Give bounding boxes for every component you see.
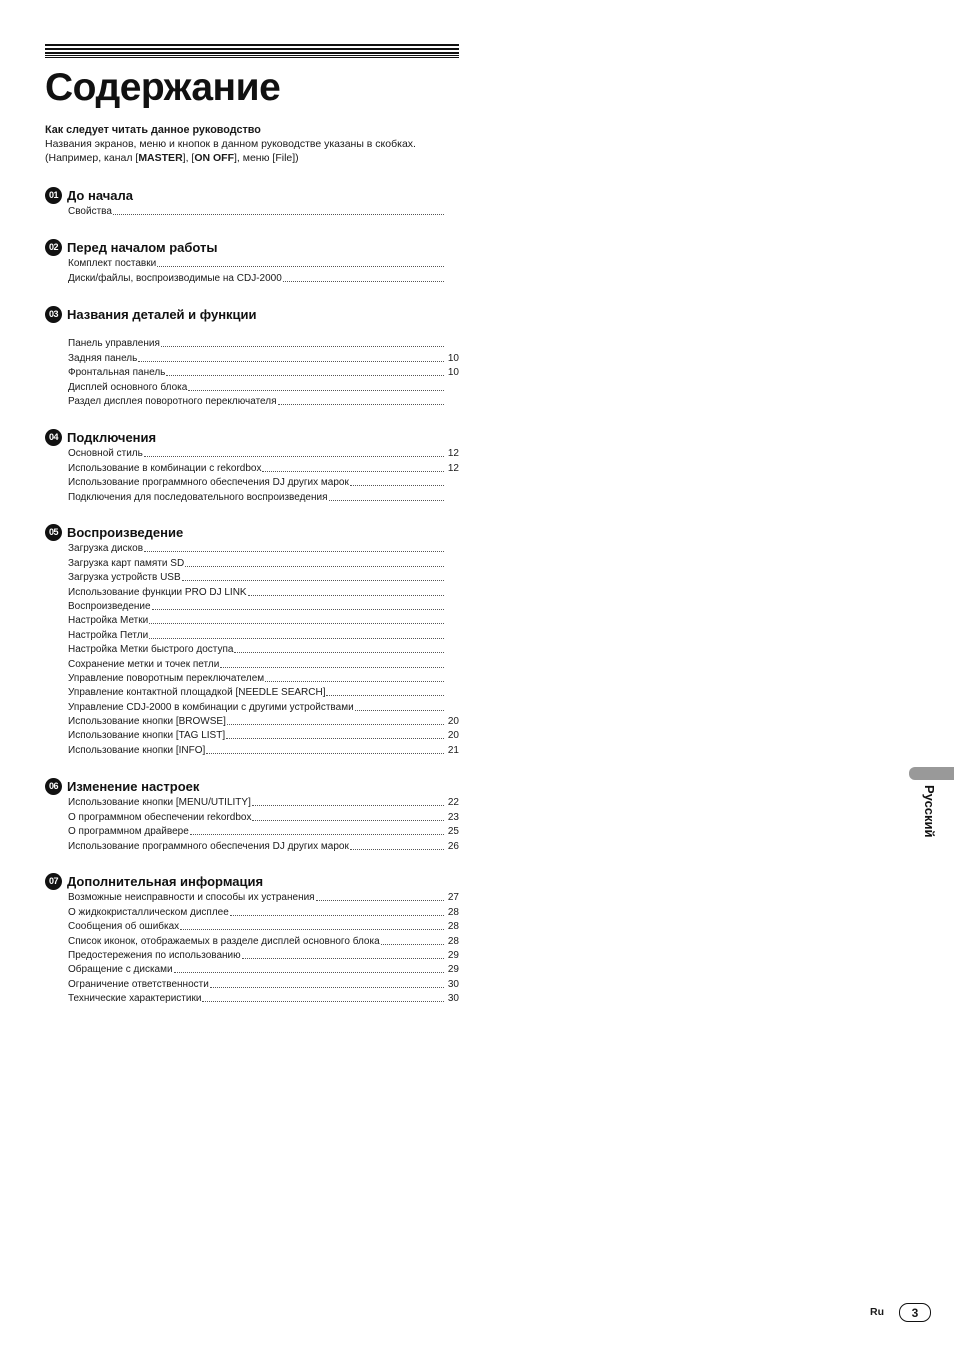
page-title: Содержание	[45, 66, 281, 109]
toc-entry-label: Использование в комбинации с rekordbox	[68, 462, 262, 474]
toc-entry-page: 20	[447, 716, 459, 728]
toc-entry-page: 12	[447, 462, 459, 474]
section-03	[45, 305, 459, 408]
section-title: Дополнительная информация	[67, 873, 264, 889]
toc-entry-label: Предостережения по использованию	[68, 949, 241, 961]
toc-entry-label: Управление CDJ-2000 в комбинации с другими устройствами	[68, 701, 354, 713]
dot-leader	[144, 456, 444, 457]
dot-leader	[210, 987, 444, 988]
toc-entry[interactable]	[68, 256, 459, 270]
dot-leader	[234, 652, 444, 653]
toc-entry[interactable]	[68, 728, 459, 742]
toc-entries	[68, 890, 459, 1005]
toc-entry-page: 28	[447, 921, 459, 933]
dot-leader	[182, 580, 444, 581]
toc-entry-page: 23	[447, 811, 459, 823]
toc-entry-label: Настройка Метки	[68, 615, 149, 627]
footer-language-code: Ru	[870, 1306, 884, 1318]
dot-leader	[185, 566, 444, 567]
toc-entry-page: 29	[447, 964, 459, 976]
dot-leader	[329, 500, 444, 501]
toc-entry-page: 28	[447, 935, 459, 947]
dot-leader	[227, 724, 444, 725]
language-label: Русский	[922, 785, 937, 838]
toc-entry-page: 21	[447, 744, 459, 756]
section-02	[45, 238, 459, 285]
toc-entry[interactable]	[68, 933, 459, 947]
section-title: Подключения	[67, 429, 157, 445]
dot-leader	[283, 281, 444, 282]
toc-entry-page: 10	[447, 352, 459, 364]
toc-entry-label: Фронтальная панель	[68, 367, 166, 379]
toc-entry[interactable]	[68, 671, 459, 685]
dot-leader	[350, 485, 444, 486]
toc-entry-label: Сообщения об ошибках	[68, 921, 180, 933]
toc-entry[interactable]	[68, 714, 459, 728]
dot-leader	[252, 805, 444, 806]
toc-entry-label: Комплект поставки	[68, 258, 157, 270]
toc-entry-page: 20	[447, 730, 459, 742]
toc-entry[interactable]	[68, 948, 459, 962]
toc-entry[interactable]	[68, 394, 459, 408]
toc-entry-label: О программном драйвере	[68, 826, 189, 838]
dot-leader	[326, 695, 444, 696]
toc-entry-page: 28	[447, 906, 459, 918]
dot-leader	[355, 710, 444, 711]
toc-entry[interactable]	[68, 962, 459, 976]
toc-entry[interactable]	[68, 742, 459, 756]
toc-entry[interactable]	[68, 204, 459, 218]
dot-leader	[262, 471, 444, 472]
section-number-badge: 07	[45, 873, 62, 890]
section-title: Перед началом работы	[67, 239, 218, 255]
toc-entry-label: Использование кнопки [MENU/UTILITY]	[68, 797, 251, 809]
dot-leader	[157, 266, 444, 267]
toc-entry-label: Ограничение ответственности	[68, 978, 209, 990]
toc-entry-label: Панель управления	[68, 338, 160, 350]
toc-entry-label: Использование кнопки [BROWSE]	[68, 716, 226, 728]
dot-leader	[180, 929, 444, 930]
toc-entry-label: О программном обеспечении rekordbox	[68, 811, 252, 823]
toc-entry-label: Свойства	[68, 206, 112, 218]
dot-leader	[206, 753, 444, 754]
toc-entry-label: Управление поворотным переключателем	[68, 672, 265, 684]
toc-entry[interactable]	[68, 904, 459, 918]
toc-entry[interactable]	[68, 350, 459, 364]
section-title: До начала	[67, 187, 133, 203]
toc-entry-page: 30	[447, 978, 459, 990]
toc-entry-label: Загрузка устройств USB	[68, 572, 181, 584]
section-title: Названия деталей и функции	[67, 306, 257, 322]
dot-leader	[149, 623, 444, 624]
dot-leader	[190, 834, 444, 835]
toc-entry[interactable]	[68, 475, 459, 489]
dot-leader	[220, 667, 444, 668]
intro-block	[45, 123, 465, 165]
toc-entry-page: 12	[447, 448, 459, 460]
toc-entry-label: Диски/файлы, воспроизводимые на CDJ-2000	[68, 272, 282, 284]
dot-leader	[161, 346, 444, 347]
toc-entry[interactable]	[68, 656, 459, 670]
section-06	[45, 777, 459, 853]
toc-entry[interactable]	[68, 685, 459, 699]
dot-leader	[265, 681, 444, 682]
toc-entry-label: Управление контактной площадкой [NEEDLE SEARCH]	[68, 687, 326, 699]
toc-entry[interactable]	[68, 379, 459, 393]
section-title: Изменение настроек	[67, 778, 200, 794]
toc-entry-label: Загрузка карт памяти SD	[68, 557, 185, 569]
toc-entry-label: Настройка Петли	[68, 629, 149, 641]
section-number-badge: 04	[45, 429, 62, 446]
dot-leader	[248, 595, 444, 596]
toc-entry-label: Настройка Метки быстрого доступа	[68, 644, 234, 656]
toc-entry-page: 26	[447, 840, 459, 852]
toc-entry-page: 29	[447, 949, 459, 961]
dot-leader	[230, 915, 444, 916]
section-number-badge: 02	[45, 239, 62, 256]
section-number-badge: 06	[45, 778, 62, 795]
toc-entry-label: Загрузка дисков	[68, 543, 143, 555]
toc-entry-label: Использование кнопки [INFO]	[68, 744, 206, 756]
toc-entry[interactable]	[68, 460, 459, 474]
dot-leader	[166, 375, 444, 376]
section-07	[45, 872, 459, 1005]
section-number-badge: 05	[45, 524, 62, 541]
toc-entries	[68, 541, 459, 757]
toc-entry-label: Раздел дисплея поворотного переключателя	[68, 395, 277, 407]
toc-entry[interactable]	[68, 809, 459, 823]
dot-leader	[316, 900, 444, 901]
toc-entries	[68, 446, 459, 504]
intro-line2: (Например, канал [MASTER], [ON OFF], меню [File])	[45, 152, 299, 164]
toc-entry-label: Использование функции PRO DJ LINK	[68, 586, 247, 598]
toc-entry-label: О жидкокристаллическом дисплее	[68, 906, 229, 918]
toc-entry-label: Использование кнопки [TAG LIST]	[68, 730, 226, 742]
toc-entry-label: Основной стиль	[68, 448, 143, 460]
dot-leader	[350, 849, 444, 850]
toc-entry-page: 27	[447, 892, 459, 904]
toc-entry[interactable]	[68, 336, 459, 350]
dot-leader	[252, 820, 444, 821]
toc-entry-label: Подключения для последовательного воспроизведения	[68, 491, 328, 503]
toc-entry[interactable]	[68, 642, 459, 656]
toc-entry[interactable]	[68, 270, 459, 284]
dot-leader	[242, 958, 444, 959]
toc-entry-page: 30	[447, 993, 459, 1005]
toc-entry[interactable]	[68, 699, 459, 713]
toc-entry[interactable]	[68, 489, 459, 503]
toc-entry[interactable]	[68, 555, 459, 569]
toc-entry[interactable]	[68, 890, 459, 904]
intro-line1: Названия экранов, меню и кнопок в данном руководстве указаны в скобках.	[45, 138, 416, 150]
dot-leader	[226, 738, 444, 739]
dot-leader	[152, 609, 444, 610]
section-number-badge: 03	[45, 306, 62, 323]
header-rules	[45, 44, 459, 58]
toc-entry-label: Возможные неисправности и способы их устранения	[68, 892, 315, 904]
toc-entries	[68, 795, 459, 853]
toc-entry[interactable]	[68, 838, 459, 852]
intro-heading: Как следует читать данное руководство	[45, 124, 261, 136]
toc-entry-label: Сохранение метки и точек петли	[68, 658, 220, 670]
toc-entry[interactable]	[68, 824, 459, 838]
dot-leader	[278, 404, 444, 405]
dot-leader	[144, 551, 444, 552]
toc-entry-label: Список иконок, отображаемых в разделе дисплей основного блока	[68, 935, 380, 947]
toc-entry-label: Воспроизведение	[68, 600, 151, 612]
toc-entry[interactable]	[68, 599, 459, 613]
toc-entry-label: Задняя панель	[68, 352, 138, 364]
toc-entry[interactable]	[68, 570, 459, 584]
section-number-badge: 01	[45, 187, 62, 204]
section-01	[45, 186, 459, 218]
dot-leader	[202, 1001, 444, 1002]
toc-entries	[68, 336, 459, 408]
section-title: Воспроизведение	[67, 524, 184, 540]
toc-entry-page: 10	[447, 367, 459, 379]
page-number: 3	[899, 1303, 931, 1322]
toc-entry[interactable]	[68, 976, 459, 990]
toc-entries	[68, 256, 459, 285]
toc-entry-label: Дисплей основного блока	[68, 381, 188, 393]
toc-entry[interactable]	[68, 795, 459, 809]
toc-entry[interactable]	[68, 446, 459, 460]
toc-entries	[68, 204, 459, 218]
dot-leader	[138, 361, 444, 362]
toc-entry-label: Технические характеристики	[68, 993, 202, 1005]
dot-leader	[381, 944, 444, 945]
language-tab	[909, 767, 954, 780]
toc-entry-page: 25	[447, 826, 459, 838]
dot-leader	[174, 972, 444, 973]
toc-entry-label: Обращение с дисками	[68, 964, 173, 976]
dot-leader	[188, 390, 444, 391]
toc-entry[interactable]	[68, 919, 459, 933]
toc-entry[interactable]	[68, 613, 459, 627]
toc-entry[interactable]	[68, 365, 459, 379]
dot-leader	[149, 638, 444, 639]
toc-entry[interactable]	[68, 627, 459, 641]
toc-entry[interactable]	[68, 541, 459, 555]
section-05	[45, 523, 459, 757]
toc-entry[interactable]	[68, 584, 459, 598]
toc-entry-label: Использование программного обеспечения DJ других марок	[68, 840, 349, 852]
toc-entry[interactable]	[68, 991, 459, 1005]
toc-entry-page: 22	[447, 797, 459, 809]
toc-entry-label: Использование программного обеспечения DJ других марок	[68, 477, 349, 489]
dot-leader	[113, 214, 444, 215]
section-04	[45, 428, 459, 504]
